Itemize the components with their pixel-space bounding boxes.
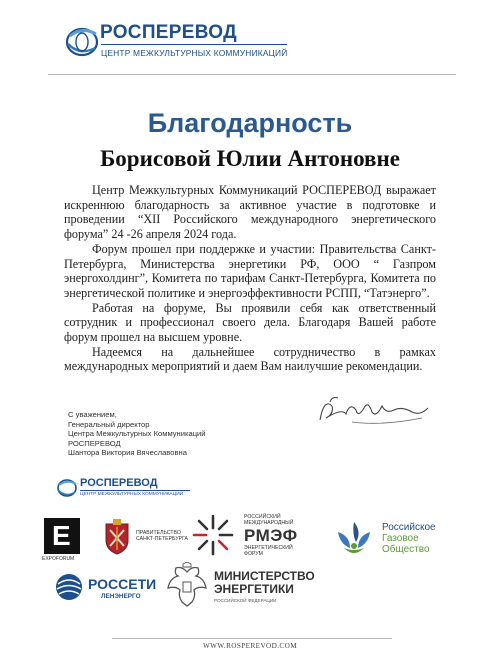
- rmef-top-label: [244, 514, 294, 526]
- document-title: Благодарность: [147, 108, 353, 138]
- rgo-line: Газовое: [382, 533, 419, 545]
- paragraph: Надеемся на дальнейшее сотрудничество в рамках международных мероприятий и даем Вам наилучшие рекомендации.: [64, 344, 436, 374]
- recipient-name: Борисовой Юлии Антоновне: [100, 146, 400, 171]
- sig-line: С уважением,: [68, 410, 117, 419]
- rosperevod-logo-icon: [64, 24, 100, 58]
- footer-divider: [112, 638, 392, 639]
- minen-line: МИНИСТЕРСТВО: [214, 569, 315, 583]
- sig-line: РОСПЕРЕВОД: [68, 438, 121, 448]
- paragraph: Работая на форуме, Вы проявили себя как ответственный сотрудник и профессионал своего дела. Благодаря Вашей работе форум прошел на высшем уровне.: [64, 300, 436, 345]
- small-brand-name: РОСПЕРЕВОД: [80, 477, 158, 489]
- handwritten-signature-icon: [312, 388, 432, 434]
- sig-line: Генеральный директор: [68, 419, 150, 429]
- signature-block: [68, 410, 206, 458]
- paragraph: Форум прошел при поддержке и участии: Правительства Санкт-Петербурга, Министерства энергетики РФ, ООО “ Газпром энергохолдинг”, Комитета по тарифам Санкт-Петербурга, Комитета по энергетической политике и энергоэффективности РСПП, “Татэнерго”.: [64, 241, 436, 300]
- expoforum-label: EXPOFORUM: [42, 556, 75, 562]
- letter-body: [64, 183, 436, 374]
- ministry-energy-label: [214, 570, 315, 596]
- rosseti-globe-icon: [54, 572, 84, 602]
- small-brand-subtitle: ЦЕНТР МЕЖКУЛЬТУРНЫХ КОММУНИКАЦИЙ: [80, 492, 184, 497]
- spb-line: ПРАВИТЕЛЬСТВО: [136, 530, 181, 536]
- brand-name: РОСПЕРЕВОД: [100, 22, 237, 43]
- rmef-acronym: РМЭФ: [244, 526, 298, 545]
- rosseti-name: РОССЕТИ: [88, 576, 157, 592]
- header-divider: [48, 74, 456, 75]
- small-brand-underline: [80, 490, 190, 491]
- rosseti-subtitle: ЛЕНЭНЕРГО: [101, 593, 141, 600]
- rgo-line: Российское: [382, 522, 436, 533]
- spb-line: САНКТ-ПЕТЕРБУРГА: [136, 536, 188, 543]
- expoforum-letter: E: [52, 520, 71, 551]
- ministry-energy-subtitle: РОССИЙСКОЙ ФЕДЕРАЦИИ: [214, 598, 277, 603]
- gas-society-flame-icon: [332, 518, 376, 558]
- paragraph: Центр Межкультурных Коммуникаций РОСПЕРЕВОД выражает искреннюю благодарность за активное участие в подготовке и проведении “XII Российского международного энергетического форума” 24 -26 апреля 2024 года.: [64, 183, 436, 242]
- minen-line: ЭНЕРГЕТИКИ: [214, 582, 294, 596]
- brand-subtitle: ЦЕНТР МЕЖКУЛЬТУРНЫХ КОММУНИКАЦИЙ: [101, 48, 288, 58]
- rosperevod-small-logo-icon: [56, 478, 78, 498]
- rmef-bottom-label: [244, 545, 293, 557]
- rmef-line: ЭНЕРГЕТИЧЕСКИЙ: [244, 545, 293, 551]
- double-headed-eagle-icon: [166, 562, 208, 608]
- sig-line: Центра Межкультурных Коммуникаций: [68, 429, 206, 439]
- spb-coat-of-arms-icon: [102, 518, 132, 556]
- rmef-line: ФОРУМ: [244, 551, 263, 558]
- rmef-star-icon: [190, 512, 236, 558]
- brand-underline: [101, 44, 287, 45]
- gas-society-label: [382, 522, 436, 556]
- rmef-line: РОССИЙСКИЙ: [244, 514, 281, 520]
- spb-government-label: [136, 530, 188, 543]
- sig-line: Шантора Виктория Вячеславовна: [68, 448, 187, 458]
- rgo-line: Общество: [382, 544, 430, 556]
- website-link[interactable]: WWW.ROSPEREVOD.COM: [203, 642, 297, 650]
- rmef-line: МЕЖДУНАРОДНЫЙ: [244, 520, 294, 527]
